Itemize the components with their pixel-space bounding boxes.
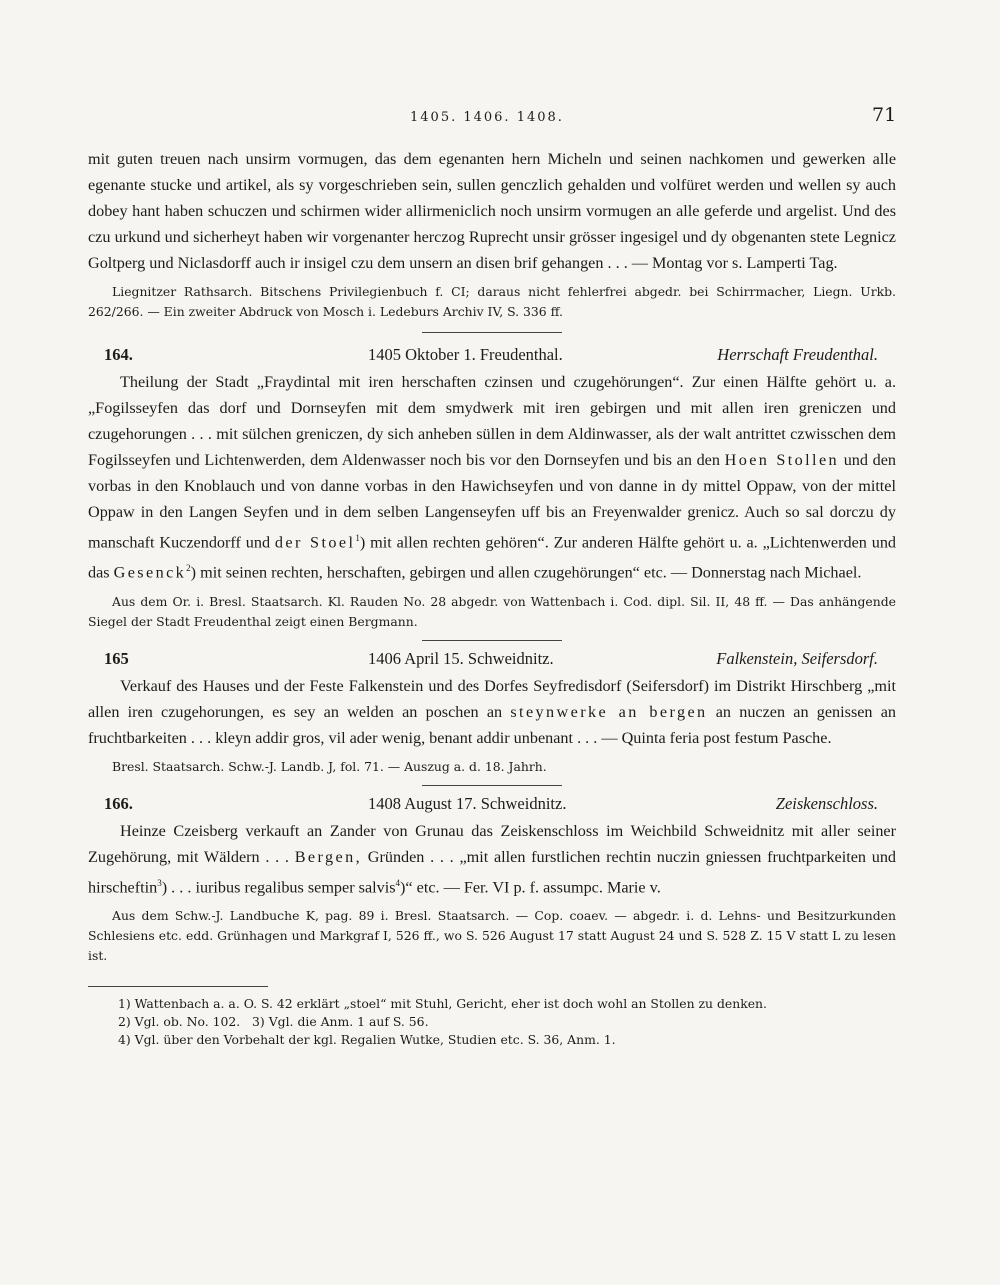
entry-subject: Herrschaft Freudenthal. [717,345,878,364]
entry-text-part: mit allen rechten gehören“. Zur anderen Hälfte gehört u. a. „Lichtenwerden und das [88,533,897,582]
entry-text-part: mit seinen rechten, herschaften, gebirgen und allen czugehörungen“ etc. — Donnerstag nach Michael. [200,563,862,582]
separator-rule [422,332,562,333]
entry-text-166: Heinze Czeisberg verkauft an Zander von Grunau das Zeiskenschloss im Weichbild Schweidnitz mit aller seiner Zugehörung, mit Wäldern . . . Bergen, Gründen . . . „mit allen furstlichen rechtin nuczin gniessen fruchtparkeiten und hirscheftin$^3$) . . . iuribus regalibus semper salvis$^4$)“ etc. — Fer. VI p. f. assumpc. Marie v. [88,821,897,897]
entry-number: 164. [104,345,133,364]
entry-number: 166. [104,793,133,813]
entry-number: 165 [104,648,129,668]
entry-text-spaced: Hoen Stollen [724,451,840,469]
footnote-mark: 3) [252,1014,265,1030]
footnote-text: Vgl. über den Vorbehalt der kgl. Regalien Wutke, Studien etc. S. 36, Anm. 1. [134,1032,616,1048]
entry-source-note-166: Aus dem Schw.-J. Landbuche K, pag. 89 i. Bresl. Staatsarch. — Cop. coaev. — abgedr. i. d. Lehns- und Besitzurkunden Schlesiens etc. edd. Grünhagen und Markgraf I, 526 ff., wo S. 526 August 17 statt August 24 und S. 528 Z. 15 V statt L zu lesen ist. [88,908,896,964]
entry-text-part: Gründen . . . „mit allen furstlichen rechtin nuczin gniessen fruchtparkeiten und hirscheftin [88,847,897,897]
entry-text-164: Theilung der Stadt „Fraydintal mit iren herschaften czinsen und czugehörungen“. Zur einen Hälfte gehört u. a. „Fogilsseyfen das dorf und Dornseyfen mit dem smydwerk mit iren gebirgen und mit allen iren greniczen und czugehorungen . . . mit sülchen greniczen, dy sich anheben süllen in dem Aldinwasser, als der walt antrittet czwisschen dem Fogilsseyfen und Lichtenwerden, dem Aldenwasser noch bis vor den Dornseyfen und bis an den Hoen Stollen und den vorbas in den Knoblauch und von danne vorbas in den Hawichseyfen und von danne in dy mittel Oppaw, von der mittel Oppaw in den Langen Seyfen und in dem selben Langenseyfen uff bis an Freyenwalder grenicz. Auch so sal dorczu dy manschaft Kuczendorff und der Stoel$^1$) mit allen rechten gehören“. Zur anderen Hälfte gehört u. a. „Lichtenwerden und das Gesenck$^2$) mit seinen rechten, herschaften, gebirgen und allen czugehörungen“ etc. — Donnerstag nach Michael. [88,373,897,582]
separator-rule [422,640,562,641]
footnote-ref: 4 [395,877,401,888]
footnote-text: Wattenbach a. a. O. S. 42 erklärt „stoel“ mit Stuhl, Gericht, eher ist doch wohl an Stollen zu denken. [134,996,767,1012]
footnote-mark: 2) [118,1014,131,1030]
entry-text-part: Verkauf des Hauses und der Feste Falkenstein und des Dorfes Seyfredisdorf (Seifersdorf) im Distrikt Hirschberg „mit allen iren czugehorungen, es sey an welden an poschen an [88,676,896,721]
entry-date-place: 1406 April 15. Schweidnitz. [368,648,554,668]
entry-subject: Zeiskenschloss. [775,793,878,813]
entry-source-note-165: Bresl. Staatsarch. Schw.-J. Landb. J, fol. 71. — Auszug a. d. 18. Jahrh. [112,758,547,774]
footnote-2-3 [118,1013,896,1031]
footnote-mark: 1) [118,996,131,1012]
footnote-ref: 2 [186,563,191,574]
separator-rule [422,785,562,786]
entry-date-place: 1405 Oktober 1. Freudenthal. [368,345,563,364]
footnote-ref: 3 [157,877,162,888]
entry-text-part: Heinze Czeisberg verkauft an Zander von Grunau das Zeiskenschloss im Weichbild Schweidnitz mit aller seiner Zugehörung, mit Wäldern . . . [88,821,896,866]
entry-date-place: 1408 August 17. Schweidnitz. [368,793,567,813]
running-head [0,104,1000,134]
entry-heading-165 [88,645,896,673]
page-number: 71 [872,104,897,126]
footnote-mark: 4) [118,1032,131,1048]
footnote-4 [118,1031,896,1049]
footnote-rule [88,986,268,987]
running-head-years: 1405. 1406. 1408. [410,110,564,125]
footnote-ref: 1 [355,533,360,543]
entry-subject: Falkenstein, Seifersdorf. [716,648,878,668]
entry-text-spaced: Gesenck [113,563,187,582]
entry-text-part: Theilung der Stadt „Fraydintal mit iren herschaften czinsen und czugehörungen“. Zur einen Hälfte gehört u. a. „Fogilsseyfen das dorf und Dornseyfen mit dem smydwerk mit iren gebirgen und mit allen iren greniczen und czugehorungen . . . mit sülchen greniczen, dy sich anheben süllen in dem Aldinwasser, als der walt antrittet czwisschen dem Fogilsseyfen und Lichtenwerden, dem Aldenwasser noch bis vor den Dornseyfen und bis an den [88,373,896,469]
continuation-text: mit guten treuen nach unsirm vormugen, das dem egenanten hern Micheln und seinen nachkomen und gewerken alle egenante stucke und artikel, als sy vorgeschrieben sein, sullen genczlich gehalden und volfüret werden und wellen sy auch dobey hant haben schuczen und schirmen wider allirmeniclich noch unsirm vormugen an alle geferde und argelist. Und des czu urkund und sicherheyt haben wir vorgenanter herczog Ruprecht unsir grösser ingesigel und dy obgenanten stete Legnicz Goltperg und Niclasdorff auch ir insigel czu dem unsern an disen brif gehangen . . . — Montag vor s. Lamperti Tag. [88,150,896,272]
entry-text-part: “ etc. — Fer. VI p. f. assumpc. Marie v. [405,878,661,897]
entry-heading-164 [88,341,896,369]
entry-text-spaced: Bergen, [294,847,363,866]
entry-text-spaced: der Stoel [274,533,356,552]
entry-text-part: . . . iuribus regalibus semper salvis [171,878,396,897]
continuation-source-note: Liegnitzer Rathsarch. Bitschens Privilegienbuch f. CI; daraus nicht fehlerfrei abgedr. bei Schirrmacher, Liegn. Urkb. 262/266. — Ein zweiter Abdruck von Mosch i. Ledeburs Archiv IV, S. 336 ff. [88,284,896,319]
entry-text-part: an nuczen an genissen an fruchtbarkeiten . . . kleyn addir gros, vil ader wenig, benant addir unbenant . . . — Quinta feria post festum Pasche. [88,702,897,747]
entry-text-spaced: steynwerke an bergen [510,702,708,721]
footnote-text: Vgl. ob. No. 102. [134,1014,241,1030]
entry-heading-166 [88,790,896,818]
footnote-1 [118,995,896,1013]
entry-text-165 [88,673,896,751]
page-body [88,146,896,1049]
entry-source-note-164: Aus dem Or. i. Bresl. Staatsarch. Kl. Rauden No. 28 abgedr. von Wattenbach i. Cod. dipl. Sil. II, 48 ff. — Das anhängende Siegel der Stadt Freudenthal zeigt einen Bergmann. [88,593,896,629]
entry-text-part: und den vorbas in den Knoblauch und von danne vorbas in den Hawichseyfen und von danne in dy mittel Oppaw, von der mittel Oppaw in den Langen Seyfen und in dem selben Langenseyfen uff bis an Freyenwalder grenicz. Auch so sal dorczu dy manschaft Kuczendorff und [88,451,897,552]
footnote-text: Vgl. die Anm. 1 auf S. 56. [268,1014,429,1030]
